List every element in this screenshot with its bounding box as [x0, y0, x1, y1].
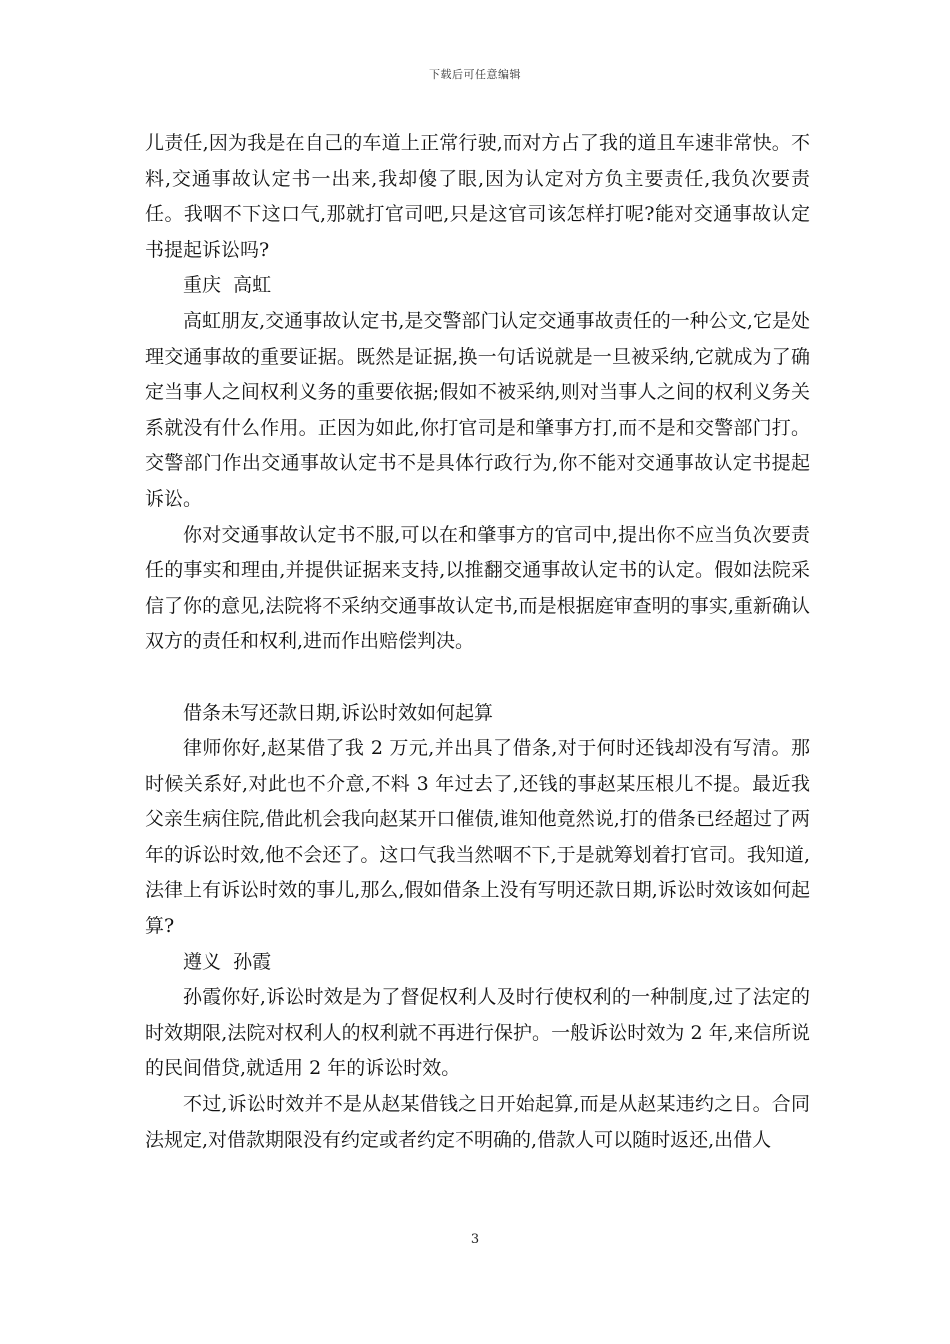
- document-body: [145, 126, 810, 1158]
- section-spacer: [145, 660, 810, 696]
- paragraph-answer-1: 孙霞你好,诉讼时效是为了督促权利人及时行使权利的一种制度,过了法定的时效期限,法院对权利人的权利就不再进行保护。一般诉讼时效为 2 年,来信所说的民间借贷,就适用 2 年的诉讼时效。: [145, 986, 810, 1080]
- paragraph-question: 律师你好,赵某借了我 2 万元,并出具了借条,对于何时还钱却没有写清。那时候关系好,对此也不介意,不料 3 年过去了,还钱的事赵某压根儿不提。最近我父亲生病住院,借此机会我向赵某开口催债,谁知他竟然说,打的借条已经超过了两年的诉讼时效,他不会还了。这口气我当然咽不下,于是就筹划着打官司。我知道,法律上有诉讼时效的事儿,那么,假如借条上没有写明还款日期,诉讼时效该如何起算?: [145, 737, 810, 938]
- section-title: 借条未写还款日期,诉讼时效如何起算: [183, 701, 494, 724]
- paragraph-reply-2: 你对交通事故认定书不服,可以在和肇事方的官司中,提出你不应当负次要责任的事实和理由,并提供证据来支持,以推翻交通事故认定书的认定。假如法院采信了你的意见,法院将不采纳交通事故认定书,而是根据庭审查明的事实,重新确认双方的责任和权利,进而作出赔偿判决。: [145, 523, 810, 653]
- paragraph-continued-letter: 儿责任,因为我是在自己的车道上正常行驶,而对方占了我的道且车速非常快。不料,交通事故认定书一出来,我却傻了眼,因为认定对方负主要责任,我负次要责任。我咽不下这口气,那就打官司吧,只是这官司该怎样打呢?能对交通事故认定书提起诉讼吗?: [145, 132, 810, 261]
- paragraph-answer-2: 不过,诉讼时效并不是从赵某借钱之日开始起算,而是从赵某违约之日。合同法规定,对借款期限没有约定或者约定不明确的,借款人可以随时返还,出借人: [145, 1093, 810, 1151]
- letter-signature-zunyi: 遵义 孙霞: [183, 950, 272, 973]
- page-header: 下载后可任意编辑: [429, 68, 521, 81]
- letter-signature-chongqing: 重庆 高虹: [183, 274, 272, 297]
- paragraph-reply-1: 高虹朋友,交通事故认定书,是交警部门认定交通事故责任的一种公文,它是处理交通事故的重要证据。既然是证据,换一句话说就是一旦被采纳,它就成为了确定当事人之间权利义务的重要依据;假如不被采纳,则对当事人之间的权利义务关系就没有什么作用。正因为如此,你打官司是和肇事方打,而不是和交警部门打。交警部门作出交通事故认定书不是具体行政行为,你不能对交通事故认定书提起诉讼。: [145, 309, 810, 510]
- page-number: 3: [470, 1232, 480, 1247]
